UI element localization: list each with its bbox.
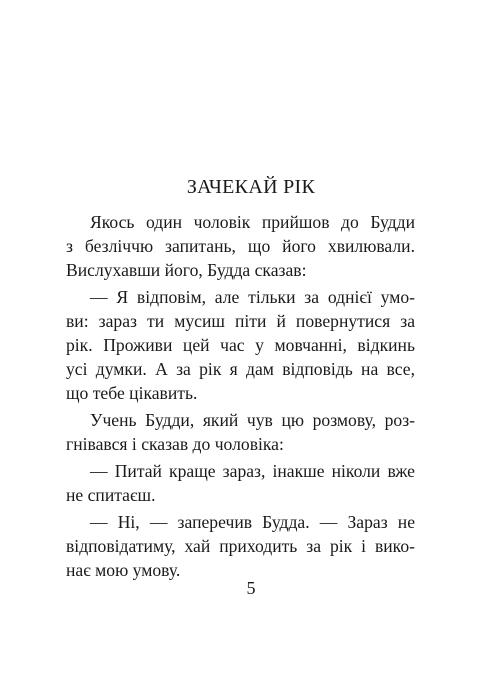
text-line: — Питай краще зараз, інакше ніколи вже [90, 461, 415, 481]
text-line: — Ні, — заперечив Будда. — Зараз не [90, 512, 415, 532]
text-line: що тебе цікавить. [66, 383, 198, 403]
text-line: ви: зараз ти мусиш піти й повернутися за [66, 311, 415, 331]
text-line: відповідатиму, хай приходить за рік і вико- [66, 536, 415, 556]
text-line: Учень Будди, який чув цю розмову, роз- [90, 410, 415, 430]
text-line: не спитаєш. [66, 485, 156, 505]
text-line: рік. Проживи цей час у мовчанні, відкинь [66, 335, 415, 355]
text-line: гнівався і сказав до чоловіка: [66, 434, 284, 454]
text-line: Якось один чоловік прийшов до Будди [90, 212, 415, 232]
text-line: усі думки. А за рік я дам відповідь на все, [66, 359, 415, 379]
text-line: нає мою умову. [66, 560, 181, 580]
text-line: з безліччю запитань, що його хвилювали. [66, 236, 415, 256]
chapter-title: ЗАЧЕКАЙ РІК [186, 176, 316, 198]
text-line: Вислухавши його, Будда сказав: [66, 260, 307, 280]
text-line: — Я відповім, але тільки за однієї умо- [90, 287, 415, 307]
page-number: 5 [246, 578, 256, 598]
